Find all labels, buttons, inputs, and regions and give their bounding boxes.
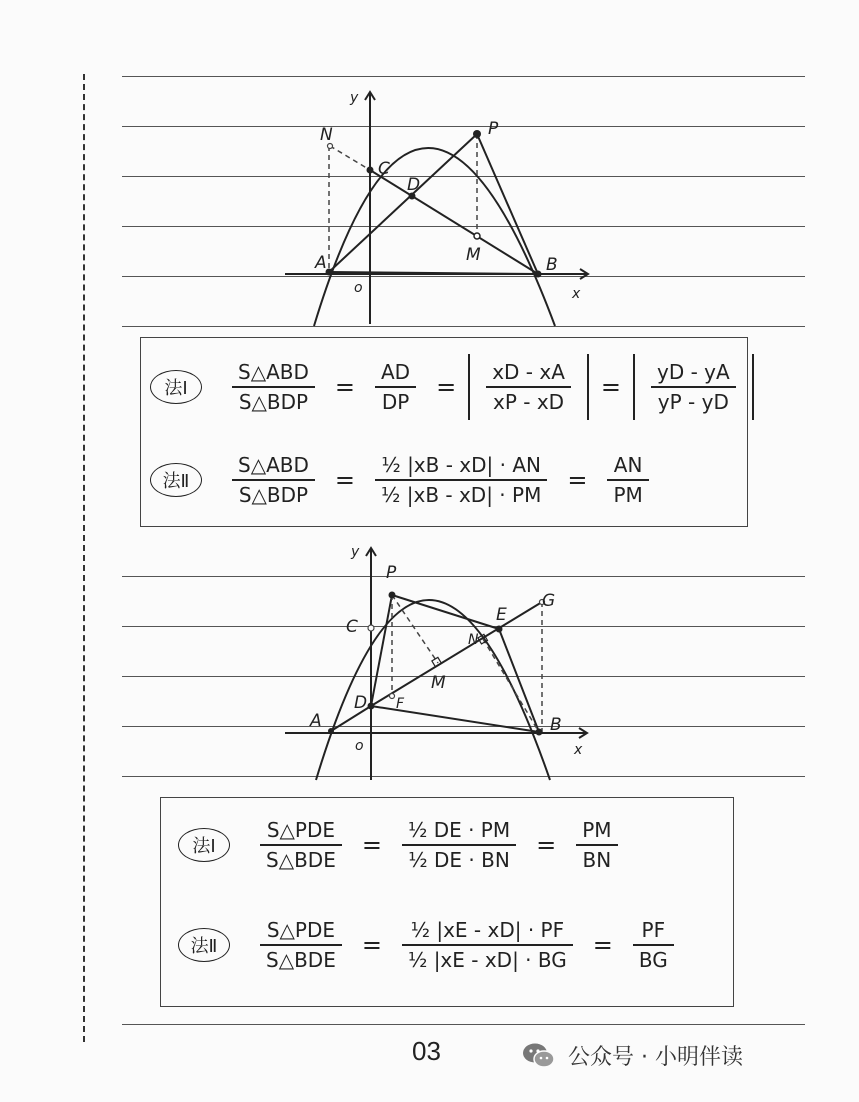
numerator: AD [381, 360, 411, 384]
point-label-c: C [346, 617, 358, 637]
point-label-a: A [315, 253, 327, 273]
equals-sign: = [334, 373, 355, 401]
denominator: S△BDE [266, 948, 336, 972]
fraction [402, 916, 573, 974]
point-label-a: A [310, 711, 322, 731]
fraction [576, 816, 617, 874]
point-label-f: F [396, 696, 405, 712]
equals-sign: = [592, 931, 613, 959]
axis-label-x: x [572, 286, 581, 302]
watermark-text: 公众号 · 小明伴读 [568, 1045, 743, 1070]
method-1-badge: 法Ⅰ [150, 370, 202, 404]
fraction [375, 451, 547, 509]
point-label-d: D [354, 693, 368, 713]
method-1-badge: 法Ⅰ [178, 828, 230, 862]
box1-method1-row [150, 344, 754, 430]
denominator: yP - yD [657, 390, 729, 414]
denominator: BN [582, 848, 612, 872]
ruled-line [122, 1024, 805, 1025]
axis-label-x: x [574, 742, 583, 758]
fraction [232, 451, 315, 509]
numerator: PM [582, 818, 612, 842]
point-label-n: N [468, 632, 479, 648]
equals-sign: = [361, 831, 382, 859]
numerator: ½ |xB - xD| · AN [381, 453, 541, 477]
equals-sign: = [361, 931, 382, 959]
ruled-line [122, 76, 805, 77]
page-number: 03 [412, 1036, 441, 1066]
equals-sign: = [536, 831, 557, 859]
point-label-p: P [488, 119, 499, 139]
equals-sign: = [436, 373, 457, 401]
point-label-e: E [496, 605, 507, 625]
denominator: ½ DE · BN [408, 848, 510, 872]
denominator: ½ |xE - xD| · BG [407, 948, 567, 972]
axis-label-y: y [350, 90, 359, 106]
figure-2-diagram [280, 540, 600, 785]
method-2-badge: 法Ⅱ [150, 463, 202, 497]
method-2-badge: 法Ⅱ [178, 928, 230, 962]
fraction [375, 358, 416, 416]
numerator: PF [641, 918, 666, 942]
equals-sign: = [334, 466, 355, 494]
numerator: xD - xA [492, 360, 565, 384]
denominator: DP [381, 390, 410, 414]
fraction [607, 451, 648, 509]
absolute-value [468, 354, 589, 420]
point-label-m: M [466, 245, 481, 265]
numerator: AN [613, 453, 643, 477]
box2-method2-row [178, 905, 682, 985]
point-label-b: B [546, 255, 558, 275]
fraction [651, 358, 736, 416]
point-label-p: P [386, 563, 397, 583]
figure-1-diagram [270, 80, 600, 330]
box2-method1-row [178, 805, 626, 885]
denominator: S△BDE [266, 848, 336, 872]
axis-label-y: y [351, 544, 360, 560]
box1-method2-row [150, 440, 657, 520]
fraction [260, 816, 342, 874]
fraction [633, 916, 674, 974]
watermark [522, 1040, 743, 1071]
point-label-n: N [320, 125, 333, 145]
point-label-g: G [542, 591, 556, 611]
numerator: S△ABD [238, 360, 309, 384]
equals-sign: = [600, 373, 621, 401]
wechat-icon [522, 1042, 556, 1070]
point-label-d: D [407, 175, 421, 195]
denominator: BG [638, 948, 668, 972]
numerator: S△PDE [266, 818, 336, 842]
numerator: yD - yA [657, 360, 730, 384]
fraction [232, 358, 315, 416]
numerator: S△PDE [266, 918, 336, 942]
origin-label: o [355, 738, 364, 754]
point-label-m: M [431, 673, 446, 693]
point-label-c: C [378, 159, 390, 179]
denominator: xP - xD [493, 390, 565, 414]
fraction [402, 816, 516, 874]
margin-line [83, 74, 85, 1042]
denominator: S△BDP [238, 483, 309, 507]
point-label-b: B [550, 715, 562, 735]
origin-label: o [354, 280, 363, 296]
numerator: S△ABD [238, 453, 309, 477]
fraction [486, 358, 571, 416]
numerator: ½ DE · PM [407, 818, 511, 842]
denominator: S△BDP [238, 390, 309, 414]
denominator: ½ |xB - xD| · PM [381, 483, 542, 507]
fraction [260, 916, 342, 974]
denominator: PM [613, 483, 643, 507]
equals-sign: = [567, 466, 588, 494]
numerator: ½ |xE - xD| · PF [410, 918, 565, 942]
absolute-value [633, 354, 754, 420]
